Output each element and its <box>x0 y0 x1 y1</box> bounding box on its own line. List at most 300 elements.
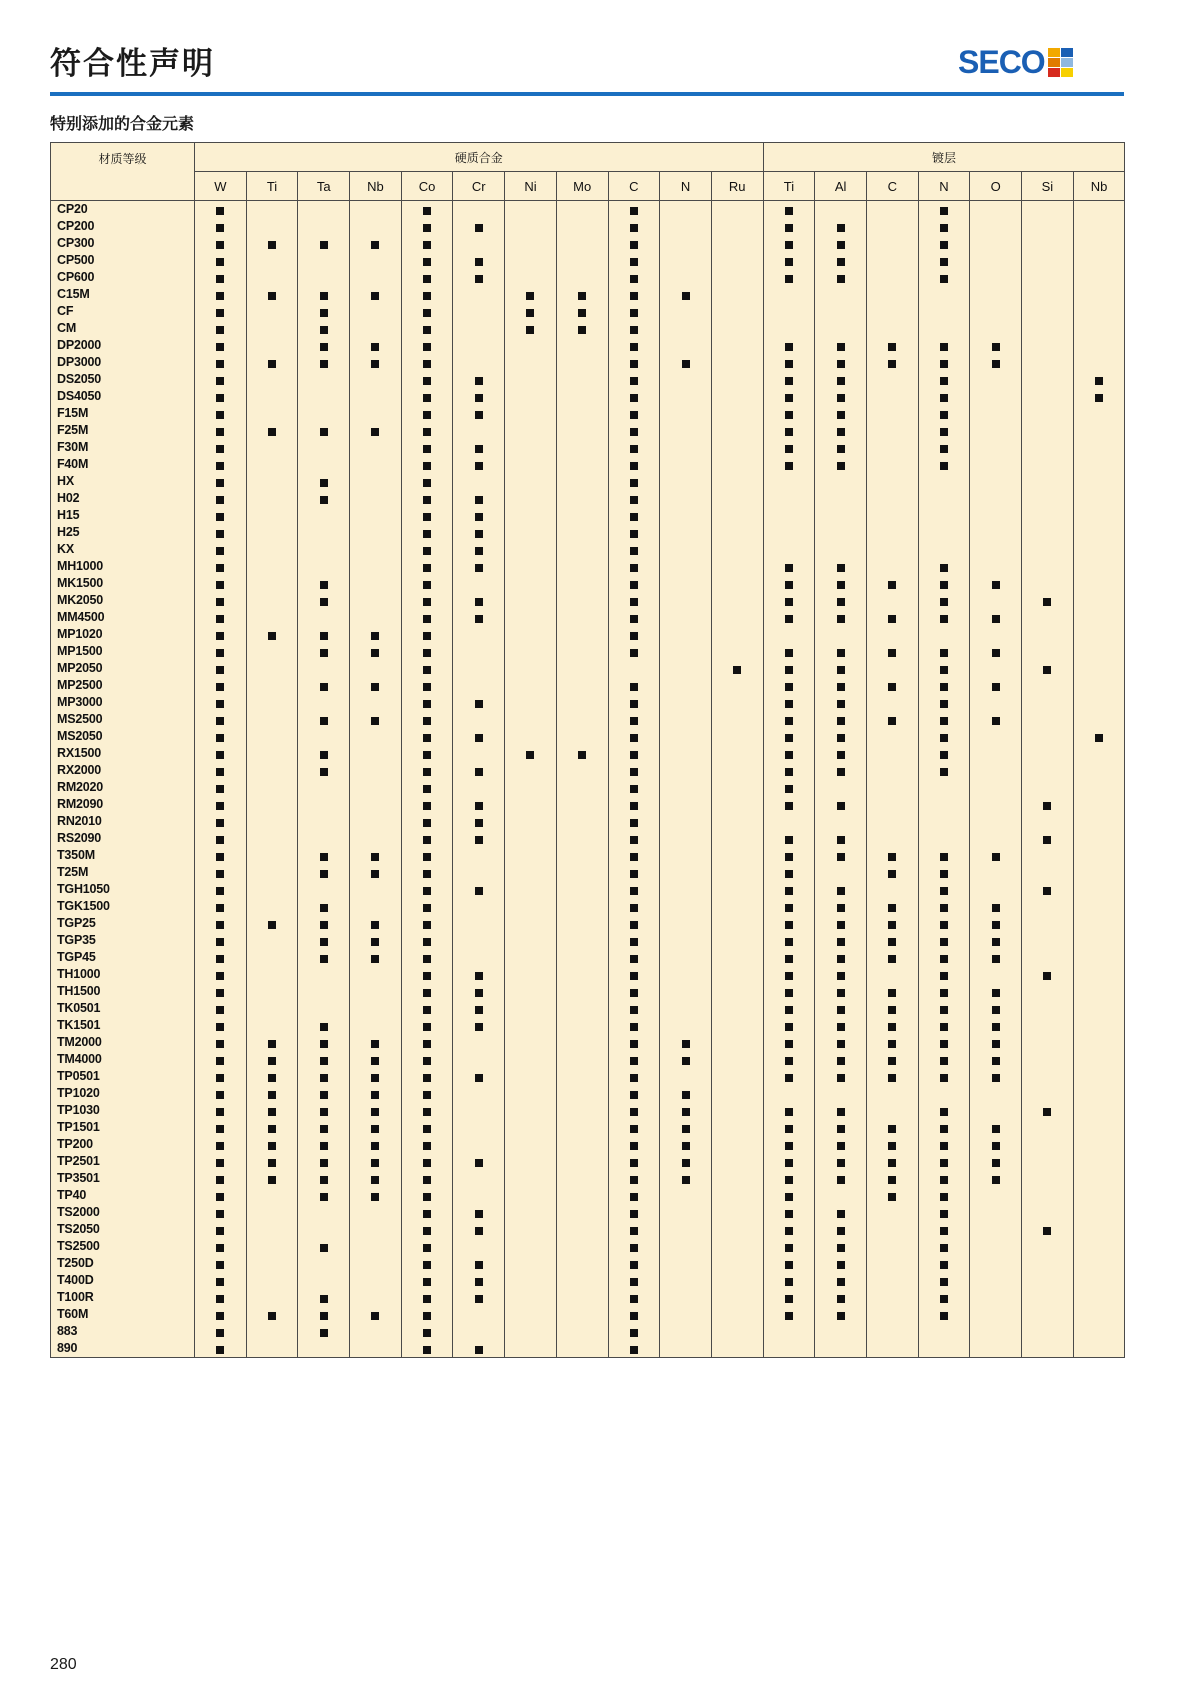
coating-cell <box>815 269 867 286</box>
carbide-cell <box>556 303 608 320</box>
carbide-cell <box>350 201 402 219</box>
presence-mark-icon <box>630 547 638 555</box>
coating-cell <box>763 830 815 847</box>
grade-cell: RM2020 <box>51 779 195 796</box>
presence-mark-icon <box>423 224 431 232</box>
coating-cell <box>815 252 867 269</box>
presence-mark-icon <box>216 955 224 963</box>
coating-cell <box>815 762 867 779</box>
carbide-cell <box>453 388 505 405</box>
presence-mark-icon <box>837 462 845 470</box>
carbide-cell <box>711 1068 763 1085</box>
coating-cell <box>815 1221 867 1238</box>
carbide-cell <box>505 1272 557 1289</box>
presence-mark-icon <box>785 462 793 470</box>
presence-mark-icon <box>940 904 948 912</box>
coating-cell <box>918 1306 970 1323</box>
carbide-cell <box>608 286 660 303</box>
carbide-cell <box>556 1255 608 1272</box>
coating-cell <box>970 235 1022 252</box>
carbide-cell <box>556 745 608 762</box>
carbide-col-header: Ni <box>505 172 557 201</box>
coating-cell <box>763 779 815 796</box>
coating-cell <box>1073 1323 1125 1340</box>
carbide-cell <box>660 796 712 813</box>
carbide-cell <box>453 1034 505 1051</box>
presence-mark-icon <box>940 428 948 436</box>
carbide-cell <box>660 1085 712 1102</box>
header-rule <box>50 92 1124 96</box>
presence-mark-icon <box>320 343 328 351</box>
presence-mark-icon <box>475 530 483 538</box>
page-number: 280 <box>50 1656 77 1673</box>
presence-mark-icon <box>992 683 1000 691</box>
carbide-cell <box>505 779 557 796</box>
carbide-cell <box>711 1272 763 1289</box>
coating-cell <box>918 643 970 660</box>
carbide-cell <box>298 745 350 762</box>
carbide-cell <box>298 507 350 524</box>
presence-mark-icon <box>268 1040 276 1048</box>
coating-cell <box>970 1187 1022 1204</box>
carbide-cell <box>505 592 557 609</box>
carbide-cell <box>350 286 402 303</box>
carbide-cell <box>246 490 298 507</box>
carbide-cell <box>505 439 557 456</box>
carbide-cell <box>298 1187 350 1204</box>
grade-cell: T60M <box>51 1306 195 1323</box>
coating-cell <box>866 337 918 354</box>
table-row <box>51 235 1125 252</box>
coating-cell <box>970 439 1022 456</box>
carbide-cell <box>453 1119 505 1136</box>
presence-mark-icon <box>1043 836 1051 844</box>
coating-cell <box>970 949 1022 966</box>
carbide-cell <box>608 626 660 643</box>
coating-cell <box>815 320 867 337</box>
carbide-cell <box>350 711 402 728</box>
coating-cell <box>1073 1000 1125 1017</box>
carbide-cell <box>350 1000 402 1017</box>
presence-mark-icon <box>630 513 638 521</box>
carbide-col-header: Mo <box>556 172 608 201</box>
coating-cell <box>918 915 970 932</box>
presence-mark-icon <box>888 1125 896 1133</box>
carbide-cell <box>660 847 712 864</box>
presence-mark-icon <box>837 1074 845 1082</box>
coating-cell <box>866 847 918 864</box>
presence-mark-icon <box>216 1278 224 1286</box>
coating-cell <box>970 1170 1022 1187</box>
table-row <box>51 1102 1125 1119</box>
presence-mark-icon <box>940 700 948 708</box>
coating-cell <box>918 320 970 337</box>
carbide-cell <box>195 830 247 847</box>
coating-cell <box>866 524 918 541</box>
table-row <box>51 1051 1125 1068</box>
coating-cell <box>970 643 1022 660</box>
grade-cell: TP3501 <box>51 1170 195 1187</box>
presence-mark-icon <box>526 309 534 317</box>
presence-mark-icon <box>1043 666 1051 674</box>
table-row <box>51 1340 1125 1358</box>
coating-cell <box>918 303 970 320</box>
coating-cell <box>866 252 918 269</box>
coating-cell <box>970 847 1022 864</box>
presence-mark-icon <box>940 445 948 453</box>
coating-cell <box>1073 303 1125 320</box>
carbide-cell <box>298 626 350 643</box>
coating-cell <box>763 949 815 966</box>
coating-col-header: C <box>866 172 918 201</box>
grade-cell: TH1500 <box>51 983 195 1000</box>
carbide-cell <box>660 1153 712 1170</box>
presence-mark-icon <box>475 1261 483 1269</box>
presence-mark-icon <box>682 1142 690 1150</box>
coating-cell <box>1022 677 1074 694</box>
carbide-cell <box>556 388 608 405</box>
presence-mark-icon <box>837 921 845 929</box>
carbide-cell <box>556 456 608 473</box>
coating-cell <box>815 286 867 303</box>
presence-mark-icon <box>785 377 793 385</box>
presence-mark-icon <box>423 564 431 572</box>
carbide-cell <box>453 354 505 371</box>
presence-mark-icon <box>423 1159 431 1167</box>
coating-cell <box>970 966 1022 983</box>
coating-cell <box>970 677 1022 694</box>
coating-cell <box>866 983 918 1000</box>
carbide-cell <box>350 1187 402 1204</box>
presence-mark-icon <box>320 581 328 589</box>
presence-mark-icon <box>630 428 638 436</box>
coating-cell <box>1073 830 1125 847</box>
coating-cell <box>815 592 867 609</box>
presence-mark-icon <box>1043 1108 1051 1116</box>
carbide-cell <box>195 1085 247 1102</box>
carbide-cell <box>195 932 247 949</box>
carbide-cell <box>298 1102 350 1119</box>
carbide-cell <box>711 1306 763 1323</box>
coating-cell <box>866 1204 918 1221</box>
carbide-cell <box>298 1238 350 1255</box>
carbide-cell <box>401 388 453 405</box>
presence-mark-icon <box>1095 394 1103 402</box>
table-row <box>51 201 1125 219</box>
coating-cell <box>1073 1238 1125 1255</box>
carbide-cell <box>608 1068 660 1085</box>
presence-mark-icon <box>785 1142 793 1150</box>
presence-mark-icon <box>940 462 948 470</box>
carbide-cell <box>711 983 763 1000</box>
carbide-cell <box>453 745 505 762</box>
grade-cell: TGP35 <box>51 932 195 949</box>
presence-mark-icon <box>320 717 328 725</box>
carbide-cell <box>608 320 660 337</box>
carbide-cell <box>298 660 350 677</box>
carbide-cell <box>195 847 247 864</box>
carbide-cell <box>556 643 608 660</box>
carbide-cell <box>505 1102 557 1119</box>
carbide-cell <box>401 660 453 677</box>
carbide-cell <box>608 609 660 626</box>
carbide-cell <box>453 439 505 456</box>
carbide-cell <box>298 966 350 983</box>
presence-mark-icon <box>423 751 431 759</box>
carbide-cell <box>660 320 712 337</box>
carbide-cell <box>608 1102 660 1119</box>
presence-mark-icon <box>320 496 328 504</box>
carbide-cell <box>556 677 608 694</box>
carbide-cell <box>556 337 608 354</box>
presence-mark-icon <box>216 785 224 793</box>
presence-mark-icon <box>371 241 379 249</box>
coating-cell <box>866 235 918 252</box>
table-row <box>51 456 1125 473</box>
presence-mark-icon <box>423 1244 431 1252</box>
carbide-cell <box>660 286 712 303</box>
presence-mark-icon <box>837 1142 845 1150</box>
carbide-cell <box>660 626 712 643</box>
presence-mark-icon <box>268 1074 276 1082</box>
carbide-cell <box>298 439 350 456</box>
carbide-cell <box>246 235 298 252</box>
presence-mark-icon <box>785 445 793 453</box>
coating-cell <box>815 456 867 473</box>
presence-mark-icon <box>940 241 948 249</box>
presence-mark-icon <box>837 972 845 980</box>
presence-mark-icon <box>216 683 224 691</box>
presence-mark-icon <box>837 802 845 810</box>
grade-cell: H25 <box>51 524 195 541</box>
presence-mark-icon <box>268 360 276 368</box>
seco-logo <box>958 44 1073 80</box>
carbide-cell <box>401 1221 453 1238</box>
table-row <box>51 677 1125 694</box>
carbide-col-header: Ta <box>298 172 350 201</box>
carbide-cell <box>711 1051 763 1068</box>
presence-mark-icon <box>475 496 483 504</box>
presence-mark-icon <box>837 1312 845 1320</box>
coating-cell <box>1073 762 1125 779</box>
carbide-cell <box>350 966 402 983</box>
carbide-cell <box>556 660 608 677</box>
carbide-cell <box>246 388 298 405</box>
carbide-cell <box>660 405 712 422</box>
coating-cell <box>970 796 1022 813</box>
carbide-cell <box>608 473 660 490</box>
carbide-cell <box>453 575 505 592</box>
presence-mark-icon <box>475 547 483 555</box>
carbide-cell <box>505 1068 557 1085</box>
coating-cell <box>763 507 815 524</box>
table-row <box>51 864 1125 881</box>
coating-cell <box>1073 1272 1125 1289</box>
presence-mark-icon <box>837 683 845 691</box>
presence-mark-icon <box>475 411 483 419</box>
coating-cell <box>866 1221 918 1238</box>
coating-cell <box>1022 371 1074 388</box>
coating-cell <box>970 728 1022 745</box>
carbide-cell <box>246 1221 298 1238</box>
presence-mark-icon <box>630 615 638 623</box>
presence-mark-icon <box>785 683 793 691</box>
presence-mark-icon <box>940 649 948 657</box>
carbide-cell <box>401 371 453 388</box>
carbide-cell <box>660 1221 712 1238</box>
carbide-cell <box>505 813 557 830</box>
coating-cell <box>866 558 918 575</box>
presence-mark-icon <box>475 1023 483 1031</box>
coating-cell <box>815 660 867 677</box>
carbide-cell <box>350 983 402 1000</box>
presence-mark-icon <box>423 292 431 300</box>
carbide-cell <box>453 881 505 898</box>
presence-mark-icon <box>785 1261 793 1269</box>
carbide-cell <box>453 371 505 388</box>
coating-cell <box>918 779 970 796</box>
presence-mark-icon <box>940 581 948 589</box>
presence-mark-icon <box>320 1125 328 1133</box>
coating-cell <box>815 405 867 422</box>
presence-mark-icon <box>682 1176 690 1184</box>
presence-mark-icon <box>630 309 638 317</box>
coating-cell <box>866 201 918 219</box>
presence-mark-icon <box>940 887 948 895</box>
carbide-cell <box>195 677 247 694</box>
presence-mark-icon <box>320 360 328 368</box>
table-row <box>51 932 1125 949</box>
carbide-cell <box>505 1153 557 1170</box>
coating-cell <box>1022 388 1074 405</box>
carbide-cell <box>556 354 608 371</box>
carbide-cell <box>453 337 505 354</box>
presence-mark-icon <box>940 1312 948 1320</box>
carbide-cell <box>246 354 298 371</box>
coating-cell <box>1073 524 1125 541</box>
coating-cell <box>1073 609 1125 626</box>
carbide-cell <box>350 609 402 626</box>
carbide-cell <box>608 354 660 371</box>
presence-mark-icon <box>630 1295 638 1303</box>
carbide-cell <box>608 1017 660 1034</box>
carbide-cell <box>195 1034 247 1051</box>
carbide-cell <box>711 609 763 626</box>
carbide-cell <box>453 966 505 983</box>
coating-cell <box>918 405 970 422</box>
carbide-cell <box>556 405 608 422</box>
presence-mark-icon <box>630 1108 638 1116</box>
coating-cell <box>1073 252 1125 269</box>
presence-mark-icon <box>216 411 224 419</box>
coating-cell <box>763 745 815 762</box>
coating-cell <box>815 847 867 864</box>
coating-cell <box>1022 218 1074 235</box>
coating-cell <box>918 592 970 609</box>
carbide-cell <box>505 524 557 541</box>
carbide-cell <box>608 779 660 796</box>
carbide-cell <box>660 609 712 626</box>
grade-cell: TGK1500 <box>51 898 195 915</box>
carbide-cell <box>505 881 557 898</box>
presence-mark-icon <box>940 1108 948 1116</box>
presence-mark-icon <box>216 649 224 657</box>
presence-mark-icon <box>837 1278 845 1286</box>
coating-cell <box>815 1034 867 1051</box>
coating-cell <box>763 541 815 558</box>
presence-mark-icon <box>940 564 948 572</box>
presence-mark-icon <box>940 1074 948 1082</box>
coating-cell <box>866 830 918 847</box>
carbide-cell <box>401 1238 453 1255</box>
presence-mark-icon <box>940 1057 948 1065</box>
presence-mark-icon <box>320 632 328 640</box>
carbide-cell <box>195 371 247 388</box>
carbide-cell <box>660 269 712 286</box>
carbide-cell <box>246 592 298 609</box>
coating-cell <box>763 354 815 371</box>
presence-mark-icon <box>940 1142 948 1150</box>
coating-cell <box>763 235 815 252</box>
carbide-cell <box>195 218 247 235</box>
carbide-cell <box>556 881 608 898</box>
coating-cell <box>815 218 867 235</box>
carbide-cell <box>711 1153 763 1170</box>
coating-cell <box>970 983 1022 1000</box>
table-row <box>51 218 1125 235</box>
presence-mark-icon <box>423 258 431 266</box>
presence-mark-icon <box>216 496 224 504</box>
coating-group-header: 镀层 <box>763 143 1125 172</box>
presence-mark-icon <box>785 666 793 674</box>
carbide-col-header: W <box>195 172 247 201</box>
presence-mark-icon <box>371 683 379 691</box>
coating-cell <box>815 1170 867 1187</box>
carbide-cell <box>711 1017 763 1034</box>
carbide-cell <box>505 643 557 660</box>
carbide-cell <box>608 303 660 320</box>
coating-cell <box>1073 507 1125 524</box>
carbide-cell <box>350 847 402 864</box>
coating-cell <box>763 337 815 354</box>
coating-cell <box>1073 405 1125 422</box>
coating-cell <box>1022 269 1074 286</box>
presence-mark-icon <box>785 581 793 589</box>
presence-mark-icon <box>475 989 483 997</box>
table-row <box>51 881 1125 898</box>
carbide-cell <box>195 1204 247 1221</box>
coating-cell <box>970 201 1022 219</box>
presence-mark-icon <box>785 1193 793 1201</box>
coating-col-header: N <box>918 172 970 201</box>
carbide-cell <box>660 1000 712 1017</box>
coating-cell <box>763 524 815 541</box>
coating-cell <box>815 1306 867 1323</box>
coating-cell <box>970 762 1022 779</box>
coating-cell <box>866 439 918 456</box>
carbide-cell <box>556 1017 608 1034</box>
coating-cell <box>970 337 1022 354</box>
grade-cell: TK0501 <box>51 1000 195 1017</box>
presence-mark-icon <box>630 1159 638 1167</box>
carbide-cell <box>453 1204 505 1221</box>
presence-mark-icon <box>785 598 793 606</box>
coating-cell <box>970 779 1022 796</box>
grade-cell: TP1501 <box>51 1119 195 1136</box>
presence-mark-icon <box>785 717 793 725</box>
presence-mark-icon <box>216 904 224 912</box>
coating-cell <box>866 966 918 983</box>
